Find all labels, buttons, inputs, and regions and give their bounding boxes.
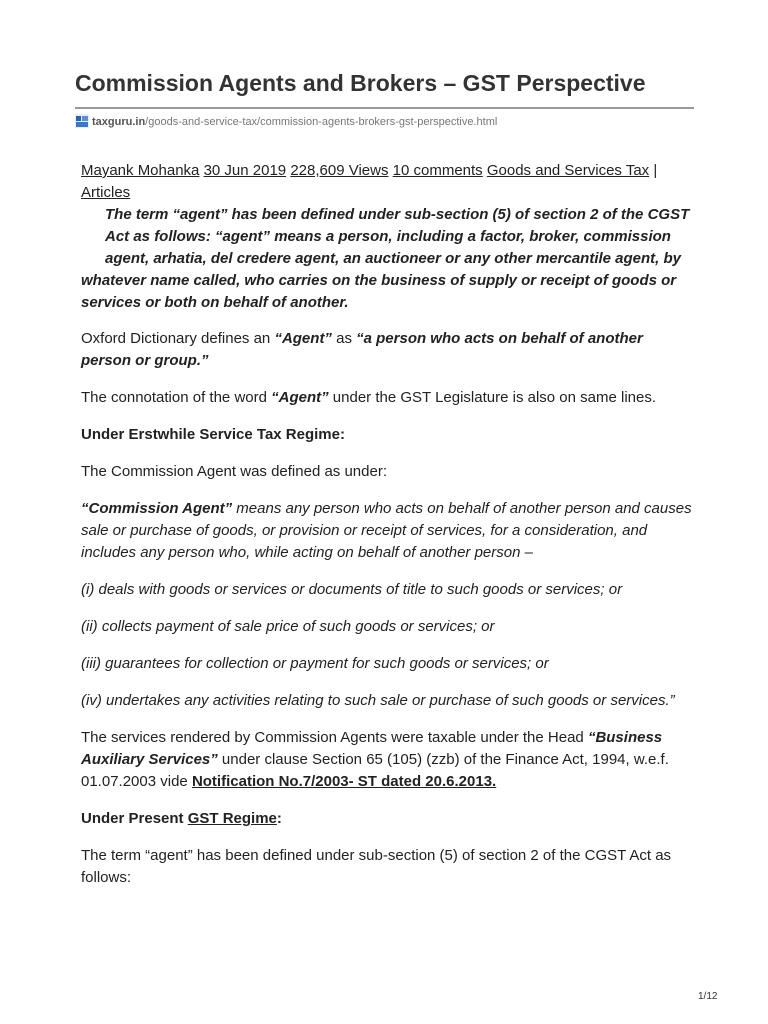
article-meta <box>81 160 696 204</box>
services-pre: The services rendered by Commission Agents were taxable under the Head <box>81 729 588 746</box>
oxford-definition: “a person who acts on behalf of another person or group.” <box>81 330 643 369</box>
oxford-paragraph <box>81 328 696 372</box>
quote-rest: whatever name called, who carries on the business of supply or receipt of goods or services or both on behalf of another. <box>81 272 677 311</box>
notification-link[interactable]: Notification No.7/2003- ST dated 20.6.2013. <box>191 773 497 790</box>
category-link[interactable]: Goods and Services Tax <box>486 162 650 179</box>
connotation-paragraph <box>81 387 696 409</box>
quote-line-2: Act as follows: “agent” means a person, including a factor, broker, commission <box>105 228 671 245</box>
heading-present-post: : <box>276 810 282 827</box>
quote-line-1: The term “agent” has been defined under sub-section (5) of section 2 of the CGST <box>105 206 690 223</box>
definition-term: “Commission Agent” <box>81 500 233 517</box>
heading-present <box>81 808 696 830</box>
comments-link[interactable]: 10 comments <box>392 162 483 179</box>
title-divider <box>75 107 694 109</box>
article-body <box>81 160 696 904</box>
clause-item: (ii) collects payment of sale price of such goods or services; or <box>81 618 495 635</box>
oxford-mid: as <box>331 330 357 347</box>
services-head: “Business Auxiliary Services” <box>81 729 663 768</box>
date-link[interactable]: 30 Jun 2019 <box>203 162 287 179</box>
services-paragraph <box>81 727 696 793</box>
heading-erstwhile: Under Erstwhile Service Tax Regime: <box>81 426 345 443</box>
connotation-pre: The connotation of the word <box>81 389 272 406</box>
clause-item: (iii) guarantees for collection or payment for such goods or services; or <box>81 655 549 672</box>
url-path[interactable]: /goods-and-service-tax/commission-agents-brokers-gst-perspective.html <box>145 116 498 128</box>
source-url <box>75 114 497 128</box>
commission-agent-definition <box>81 498 696 564</box>
heading-present-pre: Under Present <box>81 810 188 827</box>
page-title: Commission Agents and Brokers – GST Perspective <box>75 70 646 96</box>
services-mid: under clause Section 65 (105) (zzb) of the Finance Act, 1994, w.e.f. 01.07.2003 vide <box>81 751 669 790</box>
clause-item: (i) deals with goods or services or documents of title to such goods or services; or <box>81 581 623 598</box>
page-number: 1/12 <box>698 991 718 1002</box>
connotation-term: “Agent” <box>271 389 329 406</box>
gst-regime-link[interactable]: GST Regime <box>187 810 277 827</box>
defined-paragraph: The Commission Agent was defined as under: <box>81 463 387 480</box>
clause-item: (iv) undertakes any activities relating to such sale or purchase of such goods or services.” <box>81 692 675 709</box>
quote-line-3: agent, arhatia, del credere agent, an auctioneer or any other mercantile agent, by <box>105 250 682 267</box>
meta-separator: | <box>653 162 658 179</box>
definition-text: means any person who acts on behalf of another person and causes sale or purchase of goods, or provision or receipt of services, for a consideration, and includes any person who, while acting on behalf of another person – <box>81 500 692 561</box>
articles-link[interactable]: Articles <box>81 184 131 201</box>
author-link[interactable]: Mayank Mohanka <box>81 162 200 179</box>
final-paragraph: The term “agent” has been defined under sub-section (5) of section 2 of the CGST Act as follows: <box>81 847 672 886</box>
connotation-post: under the GST Legislature is also on same lines. <box>328 389 657 406</box>
views-link[interactable]: 228,609 Views <box>290 162 389 179</box>
taxguru-favicon-icon <box>75 114 89 128</box>
oxford-pre: Oxford Dictionary defines an <box>81 330 275 347</box>
url-host[interactable]: taxguru.in <box>92 116 146 128</box>
agent-definition-quote <box>81 204 696 314</box>
oxford-term: “Agent” <box>274 330 332 347</box>
